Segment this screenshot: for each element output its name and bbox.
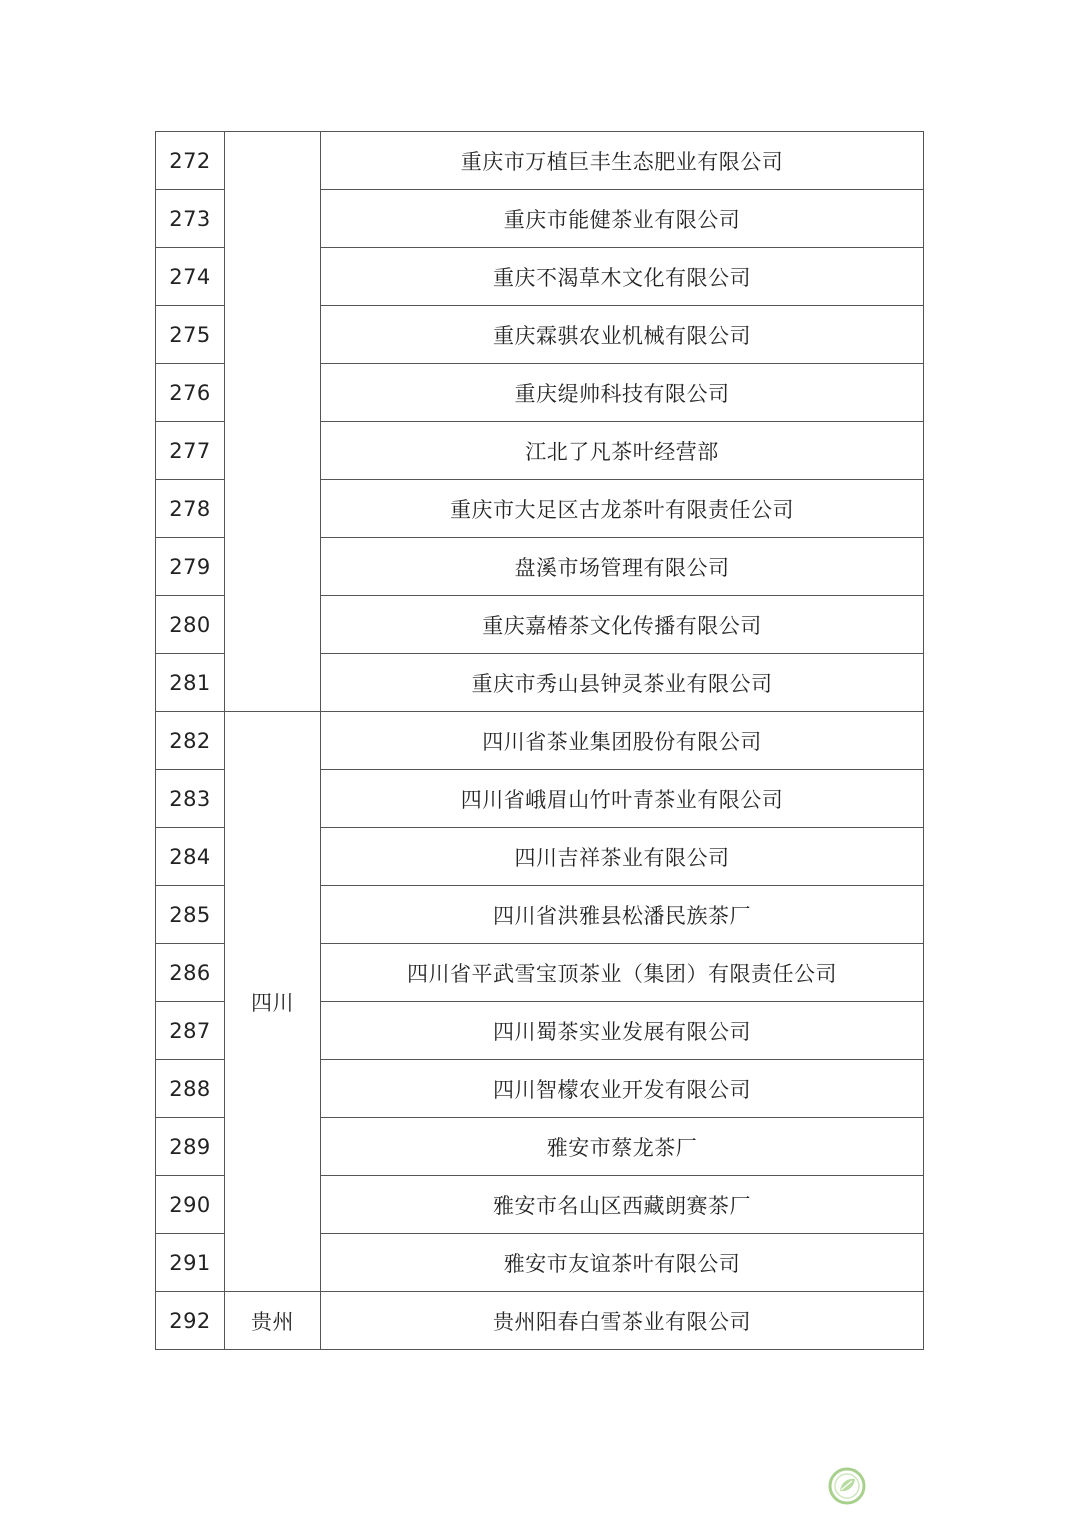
row-number: 285 [156,886,225,944]
row-number: 289 [156,1118,225,1176]
company-name: 四川智檬农业开发有限公司 [321,1060,924,1118]
row-number: 283 [156,770,225,828]
leaf-circle-icon [827,1466,867,1506]
row-number: 288 [156,1060,225,1118]
company-name: 重庆市秀山县钟灵茶业有限公司 [321,654,924,712]
row-number: 290 [156,1176,225,1234]
company-name: 雅安市名山区西藏朗赛茶厂 [321,1176,924,1234]
row-number: 282 [156,712,225,770]
company-name: 雅安市友谊茶叶有限公司 [321,1234,924,1292]
company-name: 贵州阳春白雪茶业有限公司 [321,1292,924,1350]
company-name: 重庆市大足区古龙茶叶有限责任公司 [321,480,924,538]
row-number: 272 [156,132,225,190]
table-row [156,712,924,770]
row-number: 275 [156,306,225,364]
table-row [156,132,924,190]
company-name: 江北了凡茶叶经营部 [321,422,924,480]
company-name: 盘溪市场管理有限公司 [321,538,924,596]
row-number: 279 [156,538,225,596]
row-number: 284 [156,828,225,886]
company-name: 四川省平武雪宝顶茶业（集团）有限责任公司 [321,944,924,1002]
company-name: 雅安市蔡龙茶厂 [321,1118,924,1176]
province-cell: 贵州 [225,1292,321,1350]
company-list-table [155,131,924,1350]
company-name: 四川省茶业集团股份有限公司 [321,712,924,770]
row-number: 280 [156,596,225,654]
row-number: 287 [156,1002,225,1060]
table-row [156,1292,924,1350]
company-name: 重庆嘉椿茶文化传播有限公司 [321,596,924,654]
row-number: 278 [156,480,225,538]
company-name: 四川省峨眉山竹叶青茶业有限公司 [321,770,924,828]
row-number: 277 [156,422,225,480]
company-name: 重庆市能健茶业有限公司 [321,190,924,248]
company-name: 四川吉祥茶业有限公司 [321,828,924,886]
company-name: 四川省洪雅县松潘民族茶厂 [321,886,924,944]
row-number: 286 [156,944,225,1002]
province-cell: 四川 [225,712,321,1292]
row-number: 291 [156,1234,225,1292]
row-number: 273 [156,190,225,248]
company-name: 重庆霖骐农业机械有限公司 [321,306,924,364]
province-cell [225,132,321,712]
company-name: 重庆缇帅科技有限公司 [321,364,924,422]
row-number: 292 [156,1292,225,1350]
row-number: 281 [156,654,225,712]
row-number: 276 [156,364,225,422]
company-name: 重庆市万植巨丰生态肥业有限公司 [321,132,924,190]
company-name: 四川蜀茶实业发展有限公司 [321,1002,924,1060]
row-number: 274 [156,248,225,306]
company-name: 重庆不渴草木文化有限公司 [321,248,924,306]
